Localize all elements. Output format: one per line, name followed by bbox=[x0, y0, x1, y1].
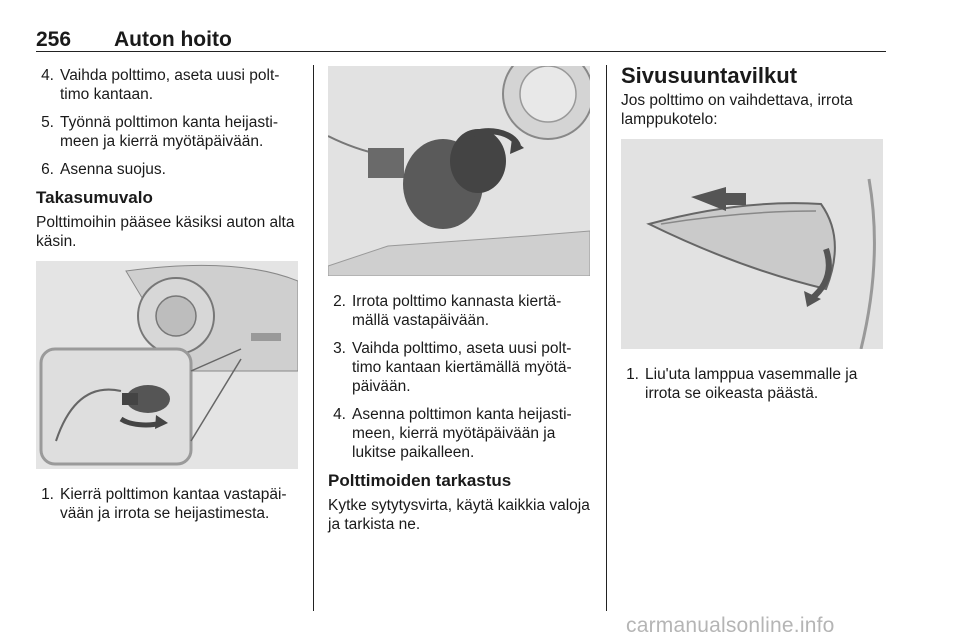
step-number: 4. bbox=[41, 67, 54, 84]
column-3 bbox=[621, 63, 885, 412]
step-text: Työnnä polttimon kanta heijasti-meen ja kierrä myötäpäivään. bbox=[60, 114, 278, 150]
step-item bbox=[36, 485, 300, 523]
column-divider-1 bbox=[313, 65, 314, 611]
column-divider-2 bbox=[606, 65, 607, 611]
watermark: carmanualsonline.info bbox=[626, 614, 835, 637]
step-number: 4. bbox=[333, 406, 346, 423]
chapter-title: Auton hoito bbox=[114, 28, 232, 51]
step-item bbox=[328, 405, 592, 462]
rear-fog-lamp-illustration bbox=[36, 261, 298, 469]
step-number: 6. bbox=[41, 161, 54, 178]
section-heading-side-indicators: Sivusuuntavilkut bbox=[621, 63, 798, 88]
step-item bbox=[36, 113, 300, 151]
section-heading-bulb-check: Polttimoiden tarkastus bbox=[328, 471, 512, 490]
step-item bbox=[328, 292, 592, 330]
step-text: Asenna suojus. bbox=[60, 161, 166, 178]
bulb-socket-illustration bbox=[328, 66, 590, 276]
section-intro: Polttimoihin pääsee käsiksi auton alta käsin. bbox=[36, 214, 295, 250]
page-number: 256 bbox=[36, 28, 72, 51]
step-text: Liu'uta lamppua vasemmalle ja irrota se oikeasta päästä. bbox=[645, 366, 858, 402]
step-number: 1. bbox=[41, 486, 54, 503]
step-item bbox=[328, 339, 592, 396]
column-2 bbox=[328, 66, 592, 544]
section-intro: Jos polttimo on vaihdettava, irrota lamppukotelo: bbox=[621, 92, 853, 128]
step-text: Vaihda polttimo, aseta uusi polt-timo kantaan. bbox=[60, 67, 280, 103]
step-item bbox=[36, 160, 300, 179]
step-text: Kierrä polttimon kantaa vastapäi-vään ja irrota se heijastimesta. bbox=[60, 486, 287, 522]
column-1 bbox=[36, 66, 300, 532]
step-number: 3. bbox=[333, 340, 346, 357]
side-indicator-illustration bbox=[621, 139, 883, 349]
step-number: 1. bbox=[626, 366, 639, 383]
step-item bbox=[36, 66, 300, 104]
step-text: Asenna polttimon kanta heijasti-meen, kierrä myötäpäivään ja lukitse paikalleen. bbox=[352, 406, 572, 461]
header-rule bbox=[36, 51, 886, 52]
page-header bbox=[36, 28, 886, 52]
step-item bbox=[621, 365, 885, 403]
step-number: 2. bbox=[333, 293, 346, 310]
section-heading-rear-fog: Takasumuvalo bbox=[36, 188, 153, 207]
section-body: Kytke sytytysvirta, käytä kaikkia valoja ja tarkista ne. bbox=[328, 497, 590, 533]
step-text: Irrota polttimo kannasta kiertä-mällä vastapäivään. bbox=[352, 293, 562, 329]
step-text: Vaihda polttimo, aseta uusi polt-timo kantaan kiertämällä myötä-päivään. bbox=[352, 340, 572, 395]
step-number: 5. bbox=[41, 114, 54, 131]
